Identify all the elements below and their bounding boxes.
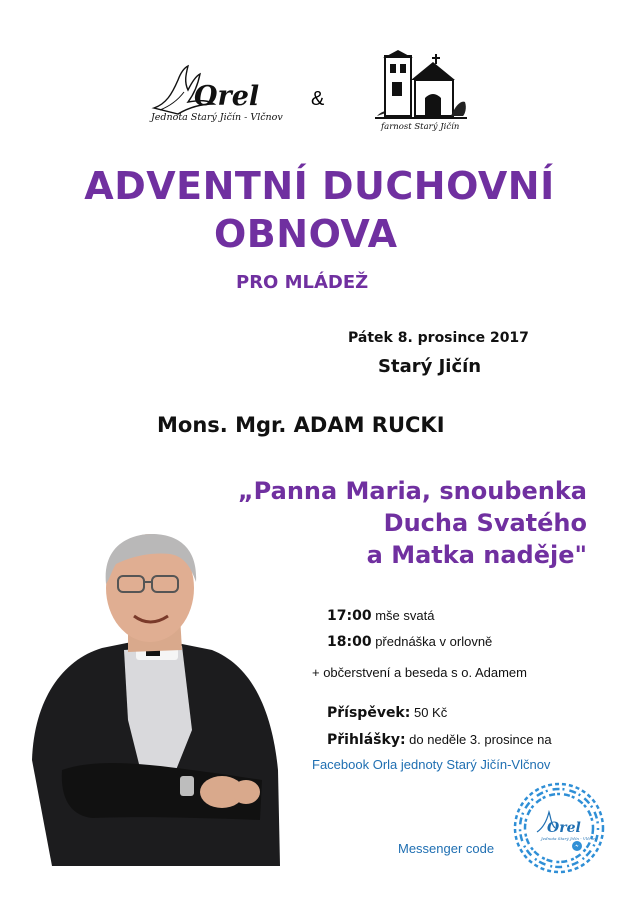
svg-text:Orel: Orel: [547, 820, 581, 836]
signup: [327, 732, 552, 748]
svg-text:Jednota Starý Jičín - Vlčnov: Jednota Starý Jičín - Vlčnov: [541, 836, 597, 841]
speaker-name: Mons. Mgr. ADAM RUCKI: [157, 413, 445, 437]
title-line-2: OBNOVA: [214, 212, 398, 256]
schedule-item-1: [327, 608, 434, 624]
subtitle: PRO MLÁDEŽ: [236, 272, 369, 293]
schedule-time-1: 17:00: [327, 608, 372, 624]
church-subtitle: farnost Starý Jičín: [381, 122, 460, 132]
event-date: Pátek 8. prosince 2017: [348, 330, 529, 346]
schedule-time-2: 18:00: [327, 634, 372, 650]
ampersand: &: [311, 88, 325, 110]
fee: [327, 705, 447, 721]
orel-subtitle: Jednota Starý Jičín - Vlčnov: [151, 112, 283, 123]
messenger-label: Messenger code: [398, 841, 495, 856]
church-logo: [375, 50, 467, 122]
speaker-photo: [32, 530, 280, 866]
svg-text:Orel: Orel: [194, 81, 260, 112]
fee-label: Příspěvek:: [327, 705, 411, 721]
schedule-text-2: přednáška v orlovně: [375, 634, 493, 649]
event-place: Starý Jičín: [378, 356, 482, 377]
quote-line-3: a Matka naděje": [366, 541, 587, 569]
quote-line-2: Ducha Svatého: [383, 509, 587, 537]
schedule-item-2: [327, 634, 492, 650]
facebook-link[interactable]: Facebook Orla jednoty Starý Jičín-Vlčnov: [312, 757, 551, 772]
title-line-1: ADVENTNÍ DUCHOVNÍ: [84, 164, 555, 208]
fee-value: 50 Kč: [413, 705, 448, 720]
signup-value: do neděle 3. prosince na: [409, 732, 552, 747]
signup-label: Přihlášky:: [327, 732, 406, 748]
schedule-extra: + občerstvení a beseda s o. Adamem: [312, 665, 527, 680]
schedule-text-1: mše svatá: [375, 608, 435, 623]
messenger-code[interactable]: [513, 782, 605, 874]
quote-line-1: „Panna Maria, snoubenka: [237, 477, 587, 505]
